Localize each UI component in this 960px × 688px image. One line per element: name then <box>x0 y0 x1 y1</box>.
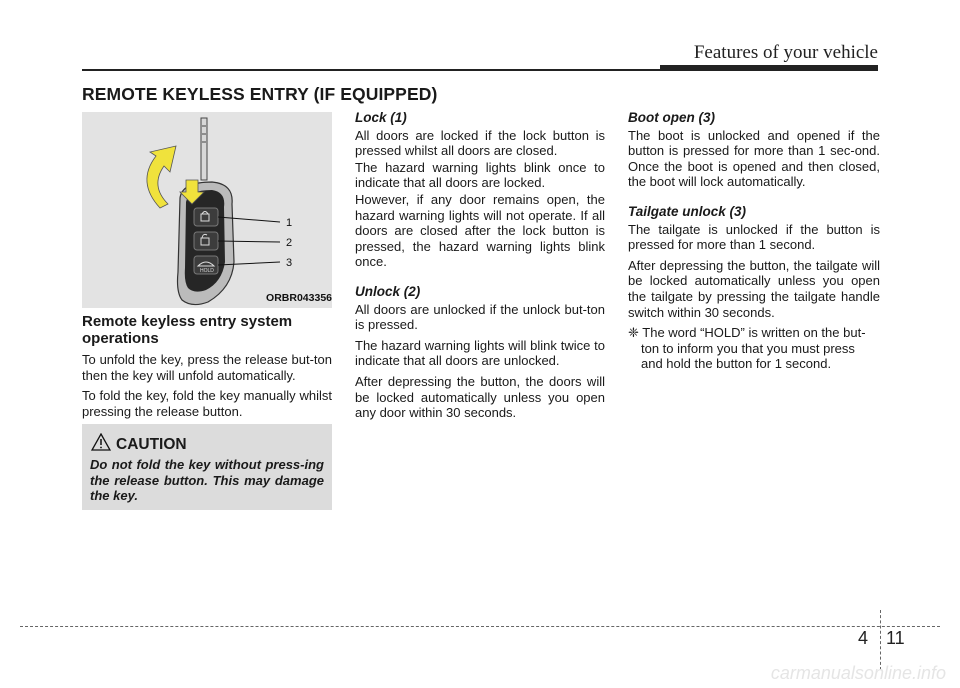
column-left <box>82 313 332 424</box>
header-rule-thick <box>660 65 878 71</box>
tailgate-paragraph-1: The tailgate is unlocked if the button is pressed for more than 1 second. <box>628 221 880 253</box>
caution-text: Do not fold the key without press-ing the release button. This may damage the key. <box>90 457 324 503</box>
caution-title: CAUTION <box>116 436 187 453</box>
boot-open-title: Boot open (3) <box>628 110 715 125</box>
callout-3: 3 <box>286 257 293 269</box>
unfold-paragraph: To unfold the key, press the release but-ton then the key will unfold automatically. <box>82 352 332 383</box>
fold-rotation-arrow-icon <box>147 146 176 208</box>
unlock-paragraph-2: The hazard warning lights will blink twice to indicate that all doors are unlocked. <box>355 337 605 369</box>
callout-1: 1 <box>286 217 293 229</box>
footer-dashed-rule <box>20 626 940 627</box>
key-fob-illustration <box>82 112 332 308</box>
watermark-text: carmanualsonline.info <box>770 663 946 683</box>
lock-title: Lock (1) <box>355 110 407 125</box>
operations-heading: Remote keyless entry system operations <box>82 313 293 347</box>
chapter-number: 4 <box>858 628 869 648</box>
unlock-paragraph-3: After depressing the button, the doors will be locked automatically unless you open any door within 30 seconds. <box>355 373 605 421</box>
tailgate-unlock-title: Tailgate unlock (3) <box>628 203 747 219</box>
key-fob-figure <box>82 112 332 308</box>
footer-dashed-divider <box>880 610 881 670</box>
figure-code: ORBR043356 <box>266 292 332 304</box>
lock-paragraph-1: All doors are locked if the lock button is pressed whilst all doors are closed. <box>355 127 605 159</box>
unlock-title: Unlock (2) <box>355 283 421 299</box>
lock-paragraph-3: However, if any door remains open, the hazard warning lights will not operate. If all doors are closed after the lock button is pressed, the hazard warning lights blink once. <box>355 191 605 270</box>
hold-note: ❈ The word “HOLD” is written on the but-ton to inform you that you must press and hold the button for 1 second. <box>628 325 866 372</box>
running-header-title: Features of your vehicle <box>693 42 878 63</box>
caution-box <box>82 424 332 510</box>
column-right <box>628 110 880 377</box>
warning-triangle-icon <box>91 433 111 451</box>
header-rule-thin <box>82 69 660 71</box>
unlock-paragraph-1: All doors are unlocked if the unlock but-ton is pressed. <box>355 301 605 333</box>
fold-paragraph: To fold the key, fold the key manually whilst pressing the release button. <box>82 388 332 419</box>
page-number: 11 <box>886 628 905 648</box>
lock-paragraph-2: The hazard warning lights blink once to indicate that all doors are locked. <box>355 159 605 191</box>
column-middle <box>355 110 605 426</box>
tailgate-paragraph-2: After depressing the button, the tailgate will be locked automatically unless you open the tailgate by pressing the tailgate handle switch within 30 seconds. <box>628 257 880 320</box>
section-title: REMOTE KEYLESS ENTRY (IF EQUIPPED) <box>82 84 438 104</box>
hold-label: HOLD <box>200 268 214 274</box>
boot-open-paragraph: The boot is unlocked and opened if the button is pressed for more than 1 sec-ond. Once the boot is opened and then closed, the boot will lock automatically. <box>628 127 880 190</box>
callout-2: 2 <box>286 237 293 249</box>
